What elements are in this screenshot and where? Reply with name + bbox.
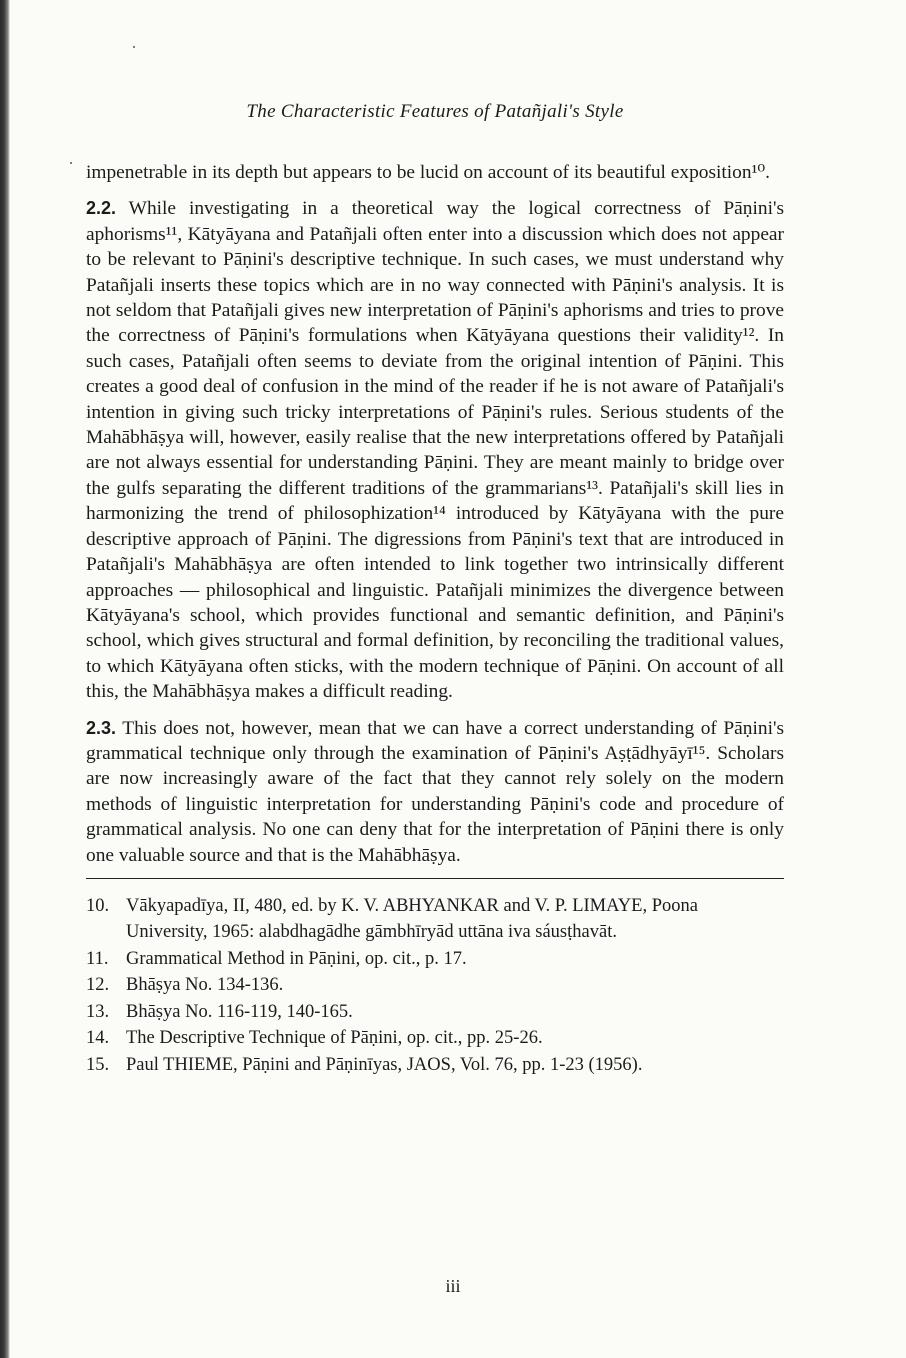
paragraph-2-2 xyxy=(86,196,784,704)
footnote-number: 10. xyxy=(86,895,110,916)
paragraph-continuation xyxy=(86,160,784,185)
section-number: 2.3. xyxy=(86,717,117,738)
page-body xyxy=(86,100,784,1078)
page-number: iii xyxy=(445,1276,461,1296)
section-number: 2.2. xyxy=(86,198,117,219)
footnote-text: The Descriptive Technique of Pāṇini, op. cit., pp. 25-26. xyxy=(126,1028,543,1049)
footnote-text: Bhāṣya No. 134-136. xyxy=(126,975,284,996)
scan-speck xyxy=(133,46,135,48)
footnote-divider xyxy=(86,878,784,879)
footnote-number: 15. xyxy=(86,1054,110,1075)
footnote-10 xyxy=(86,893,784,946)
footnote-number: 12. xyxy=(86,975,110,996)
footnote-13 xyxy=(86,999,784,1026)
paragraph-text: This does not, however, mean that we can have a correct understanding of Pāṇini's grammatical technique only through the examination of Pāṇini's Aṣṭādhyāyī¹⁵. Scholars are now increasingly aware of the fact that they cannot rely solely on the modern methods of linguistic interpretation for understanding Pāṇini's code and procedure of grammatical analysis. No one can deny that for the interpretation of Pāṇini there is only one valuable source and that is the Mahābhāṣya. xyxy=(86,717,784,866)
paragraph-text: impenetrable in its depth but appears to be lucid on account of its beautiful exposition¹⁰. xyxy=(86,162,771,183)
footnote-12 xyxy=(86,972,784,999)
footnote-text: Vākyapadīya, II, 480, ed. by K. V. ABHYANKAR and V. P. LIMAYE, Poona University, 1965: alabdhagādhe gāmbhīryād uttāna iva sáusṭhavāt. xyxy=(126,895,698,943)
footnote-number: 11. xyxy=(86,948,109,969)
footnote-number: 13. xyxy=(86,1001,110,1022)
footnote-number: 14. xyxy=(86,1028,110,1049)
scan-speck xyxy=(70,162,72,164)
footnote-14 xyxy=(86,1025,784,1052)
paragraph-2-3 xyxy=(86,716,784,868)
footnote-15 xyxy=(86,1052,784,1079)
scan-edge-shadow xyxy=(0,0,10,1358)
paragraph-text: While investigating in a theoretical way the logical correctness of Pāṇini's aphorisms¹¹, Kātyāyana and Patañjali often enter into a discussion which does not appear to be relevant to Pāṇini's descriptive technique. In such cases, we must understand why Patañjali inserts these topics which are in no way connected with Pāṇini's analysis. It is not seldom that Patañjali gives new interpretation of Pāṇini's aphorisms and tries to prove the correctness of Pāṇini's formulations when Kātyāyana questions their validity¹². In such cases, Patañjali often seems to deviate from the original intention of Pāṇini. This creates a good deal of confusion in the mind of the reader if he is not aware of Patañjali's intention in giving such tricky interpretations of Pāṇini's rules. Serious students of the Mahābhāṣya will, however, easily realise that the new interpretations offered by Patañjali are not always essential for understanding Pāṇini. They are meant mainly to bridge over the gulfs separating the different traditions of the grammarians¹³. Patañjali's skill lies in harmonizing the trend of philosophization¹⁴ introduced by Kātyāyana with the pure descriptive approach of Pāṇini. The digressions from Pāṇini's text that are introduced in Patañjali's Mahābhāṣya are often intended to link together two intrinsically different approaches — philosophical and linguistic. Patañjali minimizes the divergence between Kātyāyana's school, which provides functional and semantic definition, and Pāṇini's school, which gives structural and formal definition, by reconciling the traditional values, to which Kātyāyana often sticks, with the modern technique of Pāṇini. On account of all this, the Mahābhāṣya makes a difficult reading. xyxy=(86,198,784,703)
footnote-11 xyxy=(86,946,784,973)
footnotes xyxy=(86,893,784,1079)
footnote-text: Grammatical Method in Pāṇini, op. cit., p. 17. xyxy=(126,948,467,969)
footnote-text: Paul THIEME, Pāṇini and Pāṇinīyas, JAOS, Vol. 76, pp. 1-23 (1956). xyxy=(126,1054,643,1075)
footnote-text: Bhāṣya No. 116-119, 140-165. xyxy=(126,1001,353,1022)
running-head: The Characteristic Features of Patañjali's Style xyxy=(246,101,624,122)
